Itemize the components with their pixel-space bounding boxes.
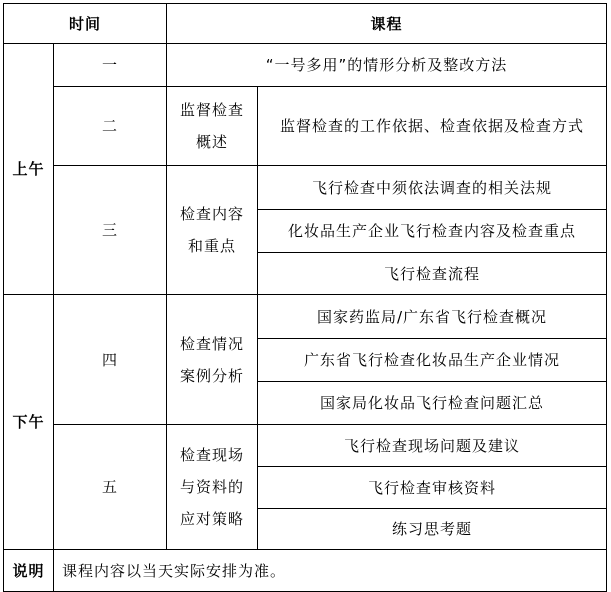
session-topic: 监督检查的工作依据、检查依据及检查方式 bbox=[258, 87, 607, 166]
session-topic: 飞行检查中须依法调查的相关法规 bbox=[258, 166, 607, 210]
session-topic: 广东省飞行检查化妆品生产企业情况 bbox=[258, 339, 607, 382]
session-number: 四 bbox=[54, 295, 167, 425]
session-number: 三 bbox=[54, 166, 167, 295]
session-row-5a bbox=[4, 425, 607, 467]
session-row-2 bbox=[4, 87, 607, 166]
header-row bbox=[4, 4, 607, 44]
session-topic: “一号多用”的情形分析及整改方法 bbox=[167, 44, 607, 87]
session-category: 检查现场与资料的应对策略 bbox=[167, 425, 258, 550]
period-morning: 上午 bbox=[4, 44, 54, 295]
session-number: 二 bbox=[54, 87, 167, 166]
session-topic: 飞行检查流程 bbox=[258, 253, 607, 295]
period-afternoon: 下午 bbox=[4, 295, 54, 550]
session-category: 检查内容和重点 bbox=[167, 166, 258, 295]
session-topic: 国家局化妆品飞行检查问题汇总 bbox=[258, 382, 607, 425]
session-number: 一 bbox=[54, 44, 167, 87]
note-row bbox=[4, 550, 607, 592]
time-header: 时间 bbox=[4, 4, 167, 44]
session-topic: 飞行检查现场问题及建议 bbox=[258, 425, 607, 467]
session-topic: 化妆品生产企业飞行检查内容及检查重点 bbox=[258, 210, 607, 253]
session-category: 检查情况案例分析 bbox=[167, 295, 258, 425]
session-row-3a bbox=[4, 166, 607, 210]
session-number: 五 bbox=[54, 425, 167, 550]
session-row-1 bbox=[4, 44, 607, 87]
session-topic: 飞行检查审核资料 bbox=[258, 467, 607, 509]
session-topic: 练习思考题 bbox=[258, 509, 607, 550]
session-row-4a bbox=[4, 295, 607, 339]
course-schedule-table bbox=[3, 3, 607, 592]
note-label: 说明 bbox=[4, 550, 54, 592]
course-header: 课程 bbox=[167, 4, 607, 44]
session-topic: 国家药监局/广东省飞行检查概况 bbox=[258, 295, 607, 339]
note-text: 课程内容以当天实际安排为准。 bbox=[54, 550, 607, 592]
session-category: 监督检查概述 bbox=[167, 87, 258, 166]
